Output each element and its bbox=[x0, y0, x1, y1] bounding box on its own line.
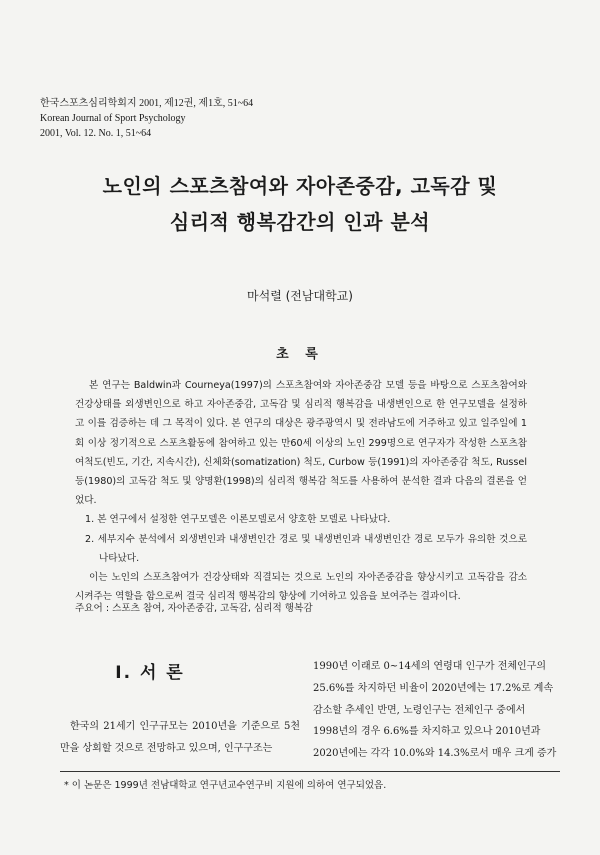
abstract-paragraph-2: 이는 노인의 스포츠참여가 건강상태와 직결되는 것으로 노인의 자아존중감을 향상시키고 고독감을 감소시켜주는 역할을 함으로써 결국 심리적 행복감의 향상에 기여하고 있음을 보여주는 결과이다. bbox=[75, 572, 527, 603]
intro-left-paragraph: 한국의 21세기 인구규모는 2010년을 기준으로 5천만을 상회할 것으로 전망하고 있으며, 인구구조는 bbox=[60, 721, 300, 754]
keywords: 주요어 : 스포츠 참여, 자아존중감, 고독감, 심리적 행복감 bbox=[75, 603, 313, 614]
abstract-body bbox=[75, 376, 527, 606]
journal-header-korean: 한국스포츠심리학회지 2001, 제12권, 제1호, 51~64 bbox=[40, 98, 254, 109]
intro-left-column bbox=[60, 716, 300, 759]
intro-right-column bbox=[313, 656, 558, 765]
footnote: * 이 논문은 1999년 전남대학교 연구년교수연구비 지원에 의하여 연구되었음. bbox=[64, 780, 387, 791]
abstract-paragraph-1: 본 연구는 Baldwin과 Courneya(1997)의 스포츠참여와 자아존중감 모델 등을 바탕으로 스포츠참여와 건강상태를 외생변인으로 하고 자아존중감, 고독감 및 심리적 행복감을 내생변인으로 한 연구모델을 설정하고 이를 검증하는 데 그 목적이 있다. 본 연구의 대상은 광주광역시 및 전라남도에 거주하고 있고 일주일에 1회 이상 정기적으로 스포츠활동에 참여하고 있는 만60세 이상의 노인 299명으로 연구자가 작성한 스포츠참여척도(빈도, 기간, 지속시간), 신체화(somatization) 척도, Curbow 등(1991)의 자아존중감 척도, Russel 등(1980)의 고독감 척도 및 양명환(1998)의 심리적 행복감 척도를 사용하여 분석한 결과 다음의 결론을 얻었다. bbox=[75, 380, 527, 507]
abstract-heading: 초 록 bbox=[276, 347, 324, 362]
journal-header-english: Korean Journal of Sport Psychology bbox=[40, 113, 186, 124]
paper-title-line1: 노인의 스포츠참여와 자아존중감, 고독감 및 bbox=[102, 174, 498, 198]
intro-right-line: 25.6%를 차지하던 비율이 2020년에는 17.2%로 계속 bbox=[313, 682, 554, 694]
abstract-item-2: 2. 세부지수 분석에서 외생변인과 내생변인간 경로 및 내생변인과 내생변인간 경로 모두가 유의한 것으로 나타났다. bbox=[85, 533, 527, 564]
paper-title-line2: 심리적 행복감간의 인과 분석 bbox=[169, 210, 431, 234]
intro-right-line: 2020년에는 각각 10.0%와 14.3%로서 매우 크게 증가 bbox=[313, 748, 557, 760]
intro-right-line: 감소할 추세인 반면, 노령인구는 전체인구 중에서 bbox=[313, 704, 526, 716]
intro-right-line: 1998년의 경우 6.6%를 차지하고 있으나 2010년과 bbox=[313, 726, 541, 738]
journal-header-volume: 2001, Vol. 12. No. 1, 51~64 bbox=[40, 128, 152, 139]
section-title-introduction: I. 서 론 bbox=[115, 663, 185, 683]
abstract-item-1: 1. 본 연구에서 설정한 연구모델은 이론모델로서 양호한 모델로 나타났다. bbox=[85, 514, 391, 526]
footnote-divider bbox=[60, 771, 560, 772]
author-affiliation: 마석렬 (전남대학교) bbox=[247, 289, 353, 303]
intro-right-line: 1990년 이래로 0~14세의 연령대 인구가 전체인구의 bbox=[313, 661, 547, 672]
journal-header bbox=[40, 96, 253, 141]
